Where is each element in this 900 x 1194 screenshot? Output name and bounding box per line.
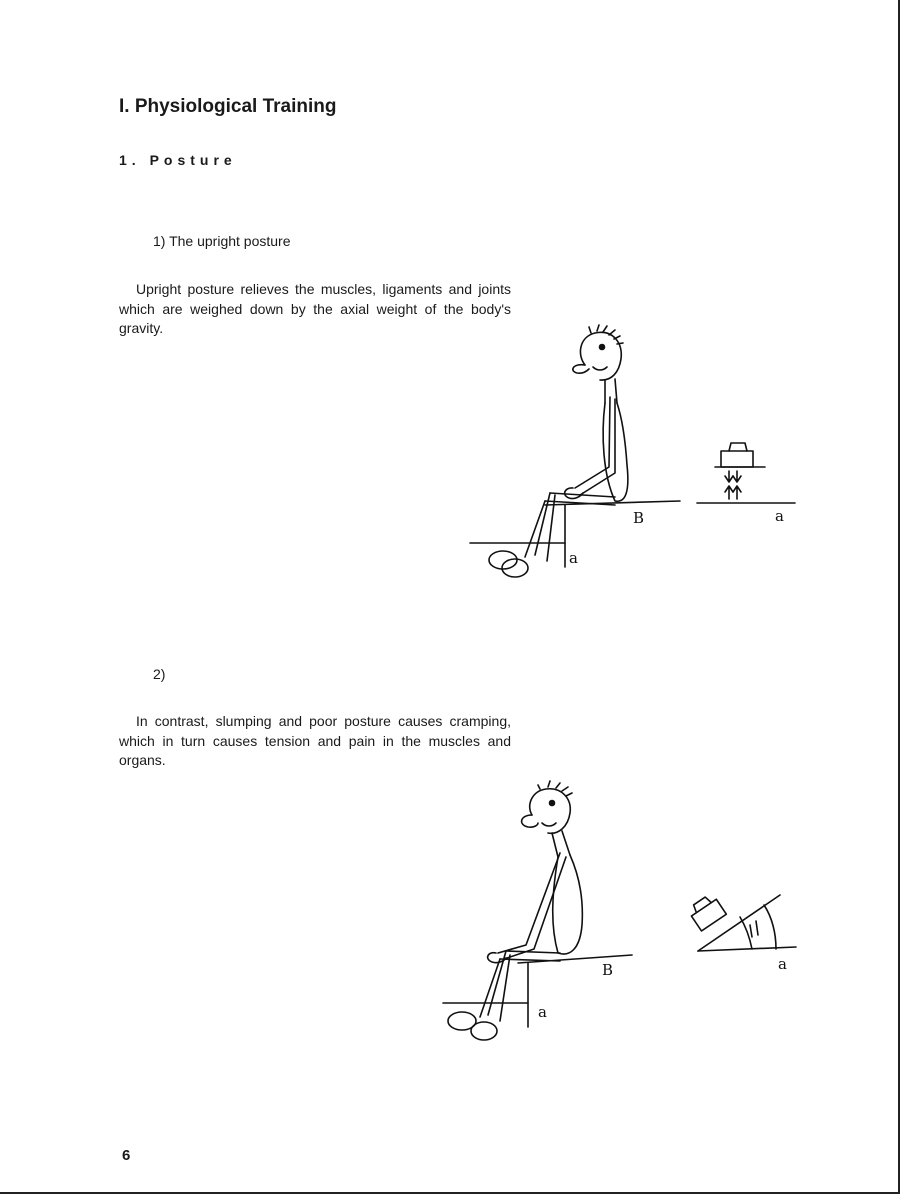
label-b: B: [633, 509, 645, 527]
seated-figure-slumped: [448, 781, 582, 1040]
weight-on-flat-surface-diagram: [697, 443, 795, 503]
subsection-1-text: Upright posture relieves the muscles, ligaments and joints which are weighed down by the axial weight of the body's gravity.: [119, 281, 511, 336]
label-a: a: [569, 549, 578, 567]
upright-posture-illustration: [465, 325, 805, 595]
weight-label-a: a: [778, 955, 787, 973]
weight-label-a: a: [775, 507, 784, 525]
label-b: B: [602, 961, 614, 979]
section-title: 1. Posture: [119, 152, 237, 168]
page-number: 6: [122, 1147, 131, 1164]
label-a: a: [538, 1003, 547, 1021]
slumped-posture-illustration: [440, 785, 800, 1055]
seated-figure-upright: [489, 325, 628, 577]
subsection-2-text: In contrast, slumping and poor posture causes cramping, which in turn causes tension and pain in the muscles and organs.: [119, 713, 511, 768]
subsection-1-heading: 1) The upright posture: [153, 233, 291, 249]
weight-on-tilted-surface-diagram: [687, 893, 796, 951]
subsection-2-heading: 2): [153, 666, 166, 682]
chapter-title: I. Physiological Training: [119, 96, 337, 117]
